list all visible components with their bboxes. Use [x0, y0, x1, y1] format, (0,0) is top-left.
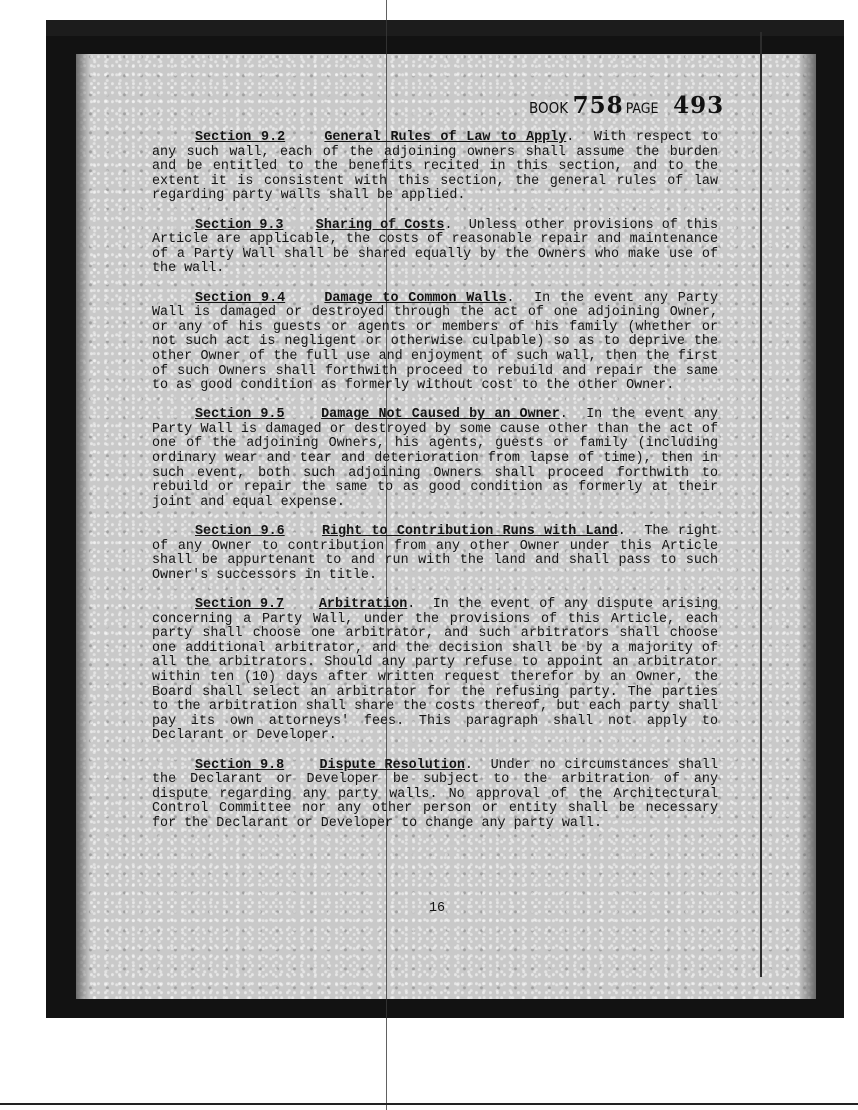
page-shadow-left [76, 54, 90, 999]
section-number: Section 9.7 [195, 597, 285, 612]
section-text: With respect to any such wall, each of the adjoining owners shall assume the burden and be entitled to the benefits recited in this section, and to the extent it is consistent with this section, the general rules of law regarding party walls shall be applied. [152, 130, 718, 204]
recording-page-number: 493 [673, 92, 725, 119]
section-number: Section 9.3 [195, 217, 284, 233]
section-text: In the event any Party Wall is damaged or destroyed through the act of one adjoining Owner, or any of his guests or agents or members of his family (whether or not such act is negligent or otherwise culpable) so as to deprive the other Owner of the full use and enjoyment of such wall, then the first of such Owners shall forthwith proceed to rebuild and repair the same to as good condition as formerly without cost to the other Owner. [152, 290, 718, 394]
book-label: BOOK [529, 99, 569, 117]
page-label: PAGE [625, 101, 659, 117]
section-paragraph: Section 9.2 General Rules of Law to Apply. With respect to any such wall, each of the adjoining owners shall assume the burden and be entitled to the benefits recited in this section, and to the extent it is consistent with this section, the general rules of law regarding party walls shall be applied. [152, 130, 718, 204]
scan-right-rule [760, 32, 762, 977]
section-text: Unless other provisions of this Article are applicable, the costs of reasonable repair and maintenance of a Party Wall shall be shared equally by the Owners who make use of the wall. [152, 217, 718, 277]
section-title: Arbitration [318, 597, 408, 612]
document-body [152, 131, 718, 846]
section-paragraph: Section 9.4 Damage to Common Walls. In the event any Party Wall is damaged or destroyed through the act of one adjoining Owner, or any of his guests or agents or members of his family (whether or not such act is negligent or otherwise culpable) so as to deprive the other Owner of the full use and enjoyment of such wall, then the first of such Owners shall forthwith proceed to rebuild and repair the same to as good condition as formerly without cost to the other Owner. [152, 290, 718, 394]
section-title: General Rules of Law to Apply [324, 130, 567, 145]
scan-top-band [46, 20, 844, 36]
section-number: Section 9.8 [195, 757, 285, 773]
section-text: In the event of any dispute arising concerning a Party Wall, under the provisions of this Article, each party shall choose one arbitrator, and such arbitrators shall choose one additional arbitrator, and the decision shall be by a majority of all the arbitrators. Should any party refuse to appoint an arbitrator within ten (10) days after written request therefor by an Owner, the Board shall select an arbitrator for the refusing party. The parties to the arbitration shall share the costs thereof, but each party shall pay its own attorneys' fees. This paragraph shall not apply to Declarant or Developer. [152, 597, 718, 744]
section-title: Damage Not Caused by an Owner [321, 407, 560, 423]
recording-stamp [529, 92, 724, 119]
section-text: The right of any Owner to contribution from any other Owner under this Article shall be appurtenant to and run with the land and shall pass to such Owner's successors in title. [152, 524, 718, 583]
page-number: 16 [429, 901, 446, 916]
section-paragraph: Section 9.3 Sharing of Costs. Unless other provisions of this Article are applicable, the costs of reasonable repair and maintenance of a Party Wall shall be shared equally by the Owners who make use of the wall. [152, 217, 718, 277]
section-paragraph: Section 9.5 Damage Not Caused by an Owner. In the event any Party Wall is damaged or destroyed by some cause other than the act of one of the adjoining Owners, his agents, guests or family (including ordinary wear and tear and deterioration from lapse of time), then in such event, both such adjoining Owners shall proceed forthwith to rebuild or repair the same to as good condition as formerly at their joint and equal expense. [152, 407, 718, 510]
section-number: Section 9.5 [195, 407, 285, 423]
section-title: Damage to Common Walls [324, 290, 507, 306]
section-text: In the event any Party Wall is damaged or destroyed by some cause other than the act of one of the adjoining Owners, his agents, guests or family (including ordinary wear and tear and deterioration from lapse of time), then in such event, both such adjoining Owners shall proceed forthwith to rebuild or repair the same to as good condition as formerly at their joint and equal expense. [152, 407, 718, 510]
section-paragraph: Section 9.6 Right to Contribution Runs with Land. The right of any Owner to contribution from any other Owner under this Article shall be appurtenant to and run with the land and shall pass to such Owner's successors in title. [152, 524, 718, 583]
section-text: Under no circumstances shall the Declarant or Developer be subject to the arbitration of any dispute regarding any party walls. No approval of the Architectural Control Committee nor any other person or entity shall be necessary for the Declarant or Developer to change any party wall. [152, 757, 718, 831]
section-title: Sharing of Costs [315, 217, 445, 233]
book-number: 758 [572, 92, 624, 119]
section-title: Right to Contribution Runs with Land [321, 524, 618, 540]
section-number: Section 9.2 [195, 130, 286, 145]
scan-bottom-line [0, 1103, 858, 1105]
page-shadow-right [798, 54, 816, 999]
section-number: Section 9.4 [195, 290, 286, 306]
section-number: Section 9.6 [195, 524, 285, 540]
section-title: Dispute Resolution [319, 757, 465, 773]
section-paragraph: Section 9.7 Arbitration. In the event of any dispute arising concerning a Party Wall, under the provisions of this Article, each party shall choose one arbitrator, and such arbitrators shall choose one additional arbitrator, and the decision shall be by a majority of all the arbitrators. Should any party refuse to appoint an arbitrator within ten (10) days after written request therefor by an Owner, the Board shall select an arbitrator for the refusing party. The parties to the arbitration shall share the costs thereof, but each party shall pay its own attorneys' fees. This paragraph shall not apply to Declarant or Developer. [152, 597, 718, 744]
section-paragraph: Section 9.8 Dispute Resolution. Under no circumstances shall the Declarant or Developer be subject to the arbitration of any dispute regarding any party walls. No approval of the Architectural Control Committee nor any other person or entity shall be necessary for the Declarant or Developer to change any party wall. [152, 757, 718, 831]
